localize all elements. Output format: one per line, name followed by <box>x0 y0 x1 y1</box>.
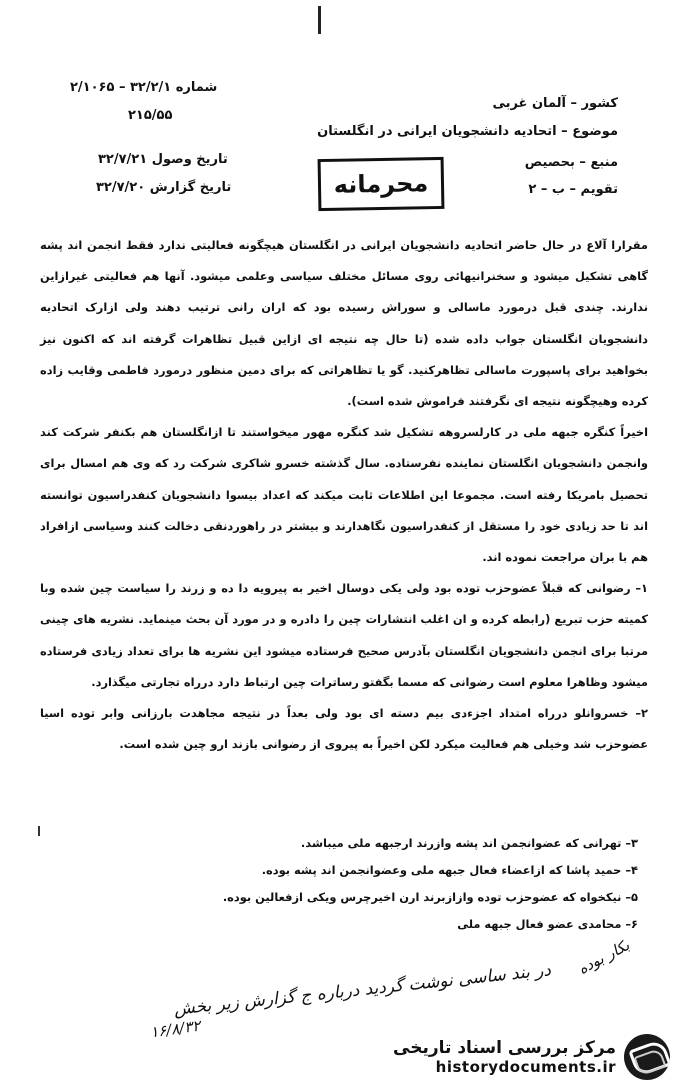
number-value-2: ۲۱۵/۵۵ <box>128 108 173 123</box>
member-list <box>78 830 638 938</box>
numbered-paragraph: ۱– رضوانی که قبلاً عضوحزب توده بود ولی یکی دوسال اخیر به پیرویه دا ده و زرند را سیاست چین شده وبا کمیته حزب تبریع (رابطه کرده و ان اغلب انتشارات چین را دادره و در مورد آن بحث مینماید. نشریه های چینی مرتبا برای انجمن دانشجویان انگلستان بآدرس صحیح فرستاده میشود این نشریه ها برای تعداد زیادی فرستاده میشود وظاهرا معلوم است رضوانی که مسما بگفتو رساترات چین ارتباط دارد درراه تجارتی میگذارد. <box>40 581 648 689</box>
numbered-paragraph: ۲– خسروانلو درراه امتداد اجزءدی بیم دسته ای بود ولی بعداً در نتیجه مجاهدت بارزانی وابر توده اسیا عضوحزب شد وخیلی هم فعالیت میکرد لکن اخیراً به پیروی از رضوانی بازند ارو چین شده است. <box>40 706 648 752</box>
receipt-date-value: ۳۲/۷/۲۱ <box>98 152 148 167</box>
country-line: کشور – آلمان غربی <box>492 96 618 111</box>
body-paragraph: مقرارا آلاع در حال حاضر اتحادیه دانشجویان ایرانی در انگلستان هیچگونه فعالیتی ندارد فقط انجمن اند پشه گاهی تشکیل میشود و سخنرانیهائی روی مسائل مختلف سیاسی وعلمی میشود. آنها هم فعالیتی غیرازاین ندارند. چندی قبل درمورد ماسالی و سوراش رسیده بود که اران رانی ترتیب دهند ولی ازارک اتحادیه دانشجویان انگلستان جواب داده شده (تا حال چه نتیجه ای ازاین قبیل تظاهرات گرفته اند که اکنون نیز بخواهید برای پاسپورت ماسالی تظاهرکنید. گو یا تظاهراتی که برای دمین منظور درمورد فاطمی وقایب زاده کرده وهیچگونه نتیجه ای نگرفتند فراموش شده است). <box>40 238 648 409</box>
subject-value: اتحادیه دانشجویان ایرانی در انگلستان <box>317 124 557 139</box>
logo-name: مرکز بررسی اسناد تاریخی <box>393 1038 616 1058</box>
receipt-date-label: تاریخ وصول <box>151 152 228 167</box>
number-label: شماره <box>175 80 218 95</box>
report-date-value: ۳۲/۷/۲۰ <box>96 180 146 195</box>
assessment-label: تقویم <box>580 182 618 197</box>
archive-logo <box>393 1034 670 1080</box>
source-label: منبع <box>590 155 618 170</box>
report-date-line <box>96 180 231 195</box>
handwritten-note-2: بکار بوده <box>575 936 633 978</box>
number-line <box>70 80 217 95</box>
confidential-stamp: محرمانه <box>318 157 445 211</box>
assessment-line: تقویم – ب – ۲ <box>528 182 618 197</box>
logo-text <box>393 1038 616 1076</box>
list-item: ۶– محامدی عضو فعال جبهه ملی <box>457 917 638 931</box>
logo-url: historydocuments.ir <box>435 1058 616 1076</box>
top-ink-mark <box>318 6 321 34</box>
margin-ink-mark <box>38 826 40 836</box>
number-line-2 <box>128 108 172 123</box>
report-body <box>40 230 648 760</box>
list-item: ۳– تهرانی که عضوانجمن اند پشه وازرند ارجبهه ملی میباشد. <box>300 836 638 850</box>
handwritten-note: در بند ساسی نوشت گردید درباره ج گزارش زیر بخش <box>173 960 553 1020</box>
source-value: بحصیص <box>524 155 575 170</box>
list-item: ۵– نیکخواه که عضوحزب توده وازازبرند ارن اخیرچرس ویکی ازفعالین بوده. <box>222 890 638 904</box>
assessment-value: ب – ۲ <box>528 182 565 197</box>
list-item: ۴– حمید پاشا که ازاعضاء فعال جبهه ملی وعضوانجمن اند پشه بوده. <box>261 863 638 877</box>
number-value: ۳۲/۲/۱ – ۲/۱۰۶۵ <box>70 80 172 95</box>
document-archive-icon <box>624 1034 670 1080</box>
subject-label: موضوع <box>572 124 618 139</box>
receipt-date-line <box>98 152 228 167</box>
handwritten-date: ۱۶/۸/۳۲ <box>148 1016 202 1042</box>
source-line: منبع – بحصیص <box>524 155 618 170</box>
report-date-label: تاریخ گزارش <box>149 180 232 195</box>
body-paragraph: اخیراً کنگره جبهه ملی در کارلسروهه تشکیل شد کنگره مهور میخواستند تا ازانگلستان هم بکنفر شرکت کند وانجمن دانشجویان انگلستان نماینده نفرستاده. سال گذشته خسرو شاکری شرکت رد که وی هم امسال برای تحصیل بامریکا رفته است. مجموعا این اطلاعات ثابت میکند که اعداد بیسوا دانشجویان کنفدراسیون توانسته اند تا حد زیادی خود را مستقل از کنفدراسیون نگاهدارند و بیشتر در راهوردنقی دخالت کنند وسیاسی ازافراد هم با بران مراجعت نموده اند. <box>40 425 648 565</box>
country-label: کشور <box>581 96 618 111</box>
subject-line: موضوع – اتحادیه دانشجویان ایرانی در انگلستان <box>317 124 618 139</box>
country-value: آلمان غربی <box>492 96 566 111</box>
